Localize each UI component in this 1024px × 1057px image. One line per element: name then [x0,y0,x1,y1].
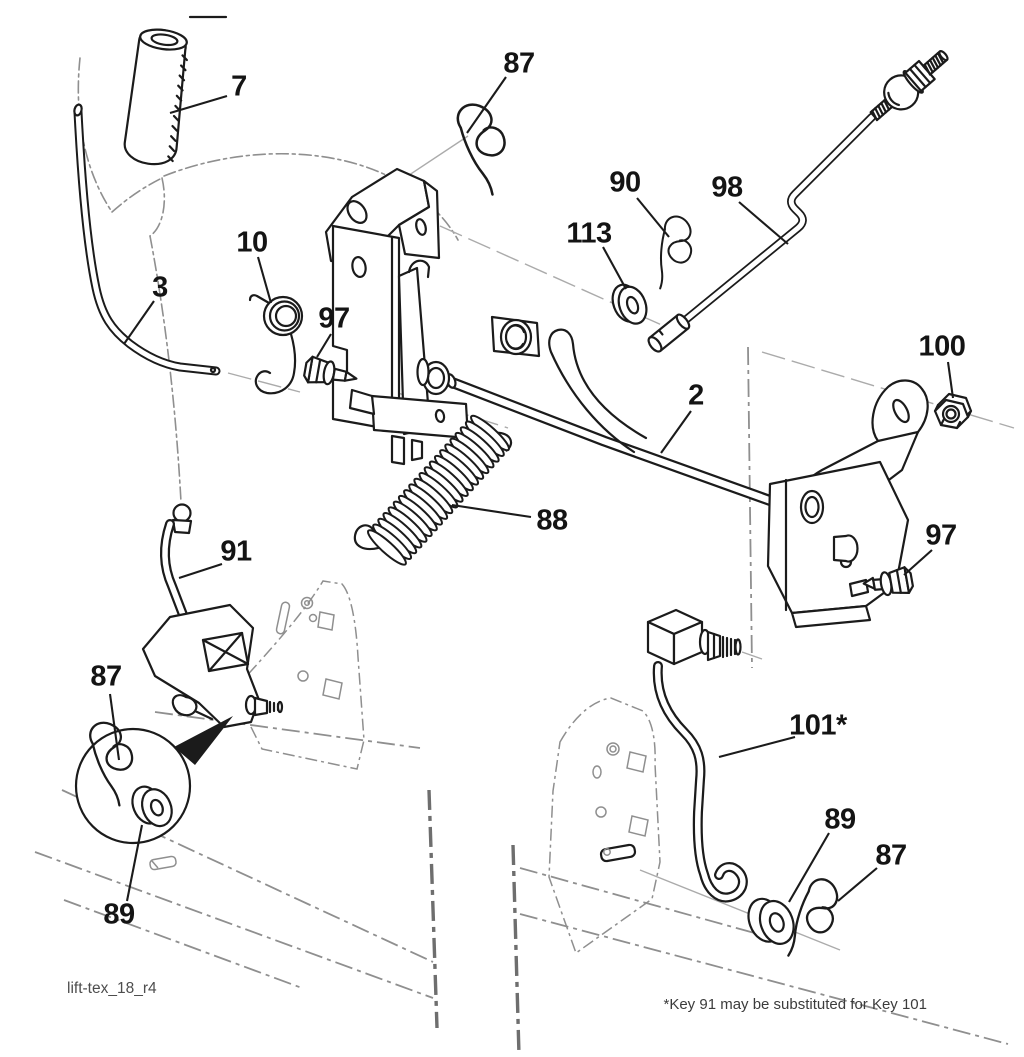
callout-88-spring: 88 [536,504,568,537]
part-7-handle-grip [122,27,192,167]
center-bracket-assembly [326,169,539,464]
part-98-lift-link [646,41,956,354]
callout-87-balloon-clip: 87 [90,660,122,693]
callout-90-clip-leader [637,198,669,237]
callout-87-clip-right-leader [838,868,877,901]
callout-101-lever-leader [719,737,795,757]
callout-91-lever: 91 [220,535,252,568]
callout-113-washer: 113 [566,217,612,250]
callout-101-lever: 101* [789,709,847,742]
callout-89-washer-right: 89 [824,803,856,836]
detail-balloon [75,716,233,843]
callout-87-top-clip: 87 [503,47,535,80]
part-91-lever-assembly [143,505,282,728]
part-100-nut [935,394,971,428]
part-10-torsion-spring [250,295,302,393]
callout-88-spring-leader [452,505,531,517]
callout-91-lever-leader [179,564,222,578]
callout-3-lift-handle: 3 [152,271,168,304]
substitution-note: *Key 91 may be substituted for Key 101 [663,996,927,1013]
part-90-clip [630,212,706,290]
callout-3-lift-handle-leader [124,301,154,344]
callout-90-clip: 90 [609,166,641,199]
phantom-bracket-right [549,698,660,953]
callout-100-nut: 100 [918,330,966,363]
callout-87-clip-right: 87 [875,839,907,872]
part-87-clip-top [444,102,512,195]
drawing-code: lift-tex_18_r4 [67,980,157,997]
callout-113-washer-leader [603,247,626,289]
callout-2-lift-shaft: 2 [688,379,704,412]
callout-97-bolt-right: 97 [925,519,957,552]
callout-98-lift-link: 98 [711,171,743,204]
callout-10-torsion-spring-leader [258,257,271,303]
callout-97-bolt-right-leader [904,550,932,575]
callout-10-torsion-spring: 10 [236,226,268,259]
callout-97-bolt-left-leader [317,334,331,357]
callout-89-balloon-washer: 89 [103,898,135,931]
callout-98-lift-link-leader [739,202,788,244]
callout-2-lift-shaft-leader [661,411,691,453]
part-113-washer [608,279,651,329]
callout-7-grip: 7 [231,70,247,103]
callout-100-nut-leader [948,362,953,398]
callout-97-bolt-left: 97 [318,302,350,335]
